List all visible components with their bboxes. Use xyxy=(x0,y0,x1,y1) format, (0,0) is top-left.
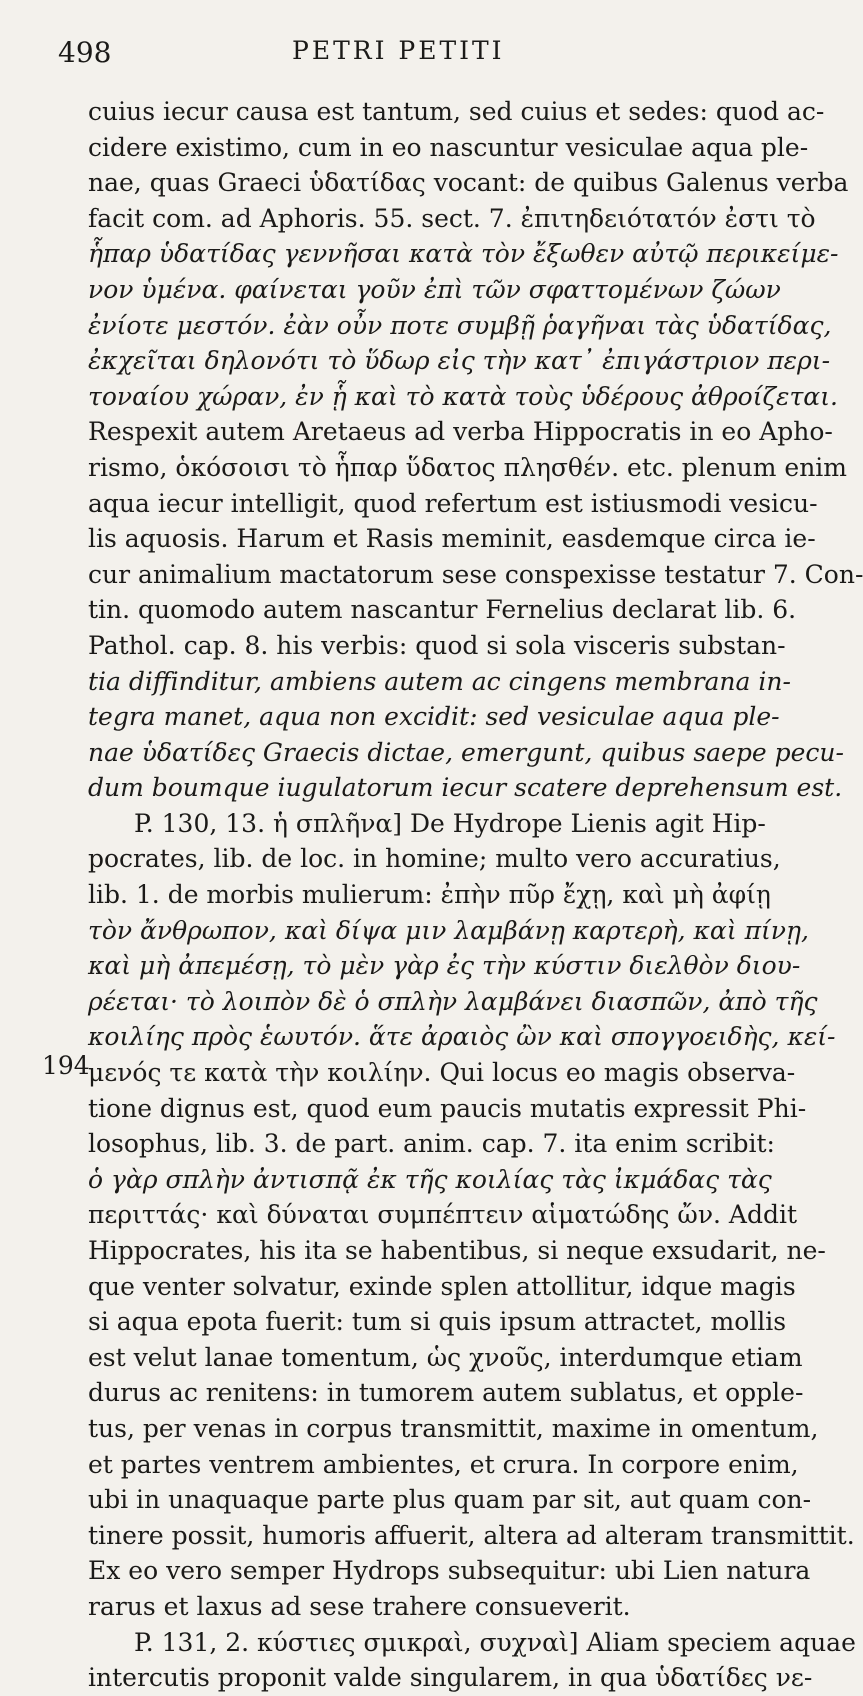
text-line: Ex eo vero semper Hydrops subsequitur: ubi Lien natura xyxy=(88,1556,811,1586)
margin-note: 194 xyxy=(42,1051,90,1080)
text-line: τὸν ἄνθρωπον, καὶ δίψα μιν λαμβάνῃ καρτερὴ, καὶ πίνῃ, xyxy=(88,915,809,945)
text-line: ἧπαρ ὑδατίδας γεννῆσαι κατὰ τὸν ἔξωθεν αὐτῷ περικείμε- xyxy=(88,239,839,269)
text-line: dum boumque iugulatorum iecur scatere deprehensum est. xyxy=(88,773,843,803)
body-text xyxy=(88,94,863,1696)
text-line: καὶ μὴ ἀπεμέσῃ, τὸ μὲν γὰρ ἐς τὴν κύστιν διελθὸν διου- xyxy=(88,951,801,981)
text-line: ὁ γὰρ σπλὴν ἀντισπᾷ ἐκ τῆς κοιλίας τὰς ἰκμάδας τὰς xyxy=(88,1164,772,1194)
text-line: tinere possit, humoris affuerit, altera ad alteram transmittit. xyxy=(88,1520,855,1550)
text-line: Respexit autem Aretaeus ad verba Hippocratis in eo Apho- xyxy=(88,417,833,447)
text-line: μενός τε κατὰ τὴν κοιλίην. Qui locus eo magis observa- xyxy=(88,1058,796,1088)
text-line: aqua iecur intelligit, quod refertum est istiusmodi vesicu- xyxy=(88,488,818,518)
text-line: tegra manet, aqua non excidit: sed vesiculae aqua ple- xyxy=(88,702,780,732)
text-line: intercutis proponit valde singularem, in qua ὑδατίδες νε- xyxy=(88,1663,813,1693)
text-line: ἐνίοτε μεστόν. ἐὰν οὖν ποτε συμβῇ ῥαγῆναι τὰς ὑδατίδας, xyxy=(88,310,832,340)
text-line: P. 131, 2. κύστιες σμικραὶ, συχναὶ] Aliam speciem aquae xyxy=(134,1627,856,1657)
text-line: τοναίου χώραν, ἐν ᾗ καὶ τὸ κατὰ τοὺς ὑδέρους ἀθροίζεται. xyxy=(88,381,838,411)
text-line: περιττάς· καὶ δύναται συμπέπτειν αἱματώδης ὤν. Addit xyxy=(88,1200,798,1230)
text-line: durus ac renitens: in tumorem autem sublatus, et opple- xyxy=(88,1378,804,1408)
text-line: cidere existimo, cum in eo nascuntur vesiculae aqua ple- xyxy=(88,132,809,162)
text-line: κοιλίης πρὸς ἑωυτόν. ἅτε ἀραιὸς ὢν καὶ σπογγοειδὴς, κεί- xyxy=(88,1022,836,1052)
text-line: ubi in unaquaque parte plus quam par sit, aut quam con- xyxy=(88,1485,812,1515)
text-line: tin. quomodo autem nascantur Fernelius declarat lib. 6. xyxy=(88,595,797,625)
text-line: νον ὑμένα. φαίνεται γοῦν ἐπὶ τῶν σφαττομένων ζώων xyxy=(88,274,781,304)
text-line: est velut lanae tomentum, ὡς χνοῦς, interdumque etiam xyxy=(88,1342,803,1372)
text-line: cur animalium mactatorum sese conspexisse testatur 7. Con- xyxy=(88,559,863,589)
text-line: nae ὑδατίδες Graecis dictae, emergunt, quibus saepe pecu- xyxy=(88,737,844,767)
page-header xyxy=(0,28,800,78)
text-line: P. 130, 13. ἡ σπλῆνα] De Hydrope Lienis agit Hip- xyxy=(134,808,766,838)
text-line: tus, per venas in corpus transmittit, maxime in omentum, xyxy=(88,1413,819,1443)
text-line: si aqua epota fuerit: tum si quis ipsum attractet, mollis xyxy=(88,1307,787,1337)
text-line: tione dignus est, quod eum paucis mutatis expressit Phi- xyxy=(88,1093,807,1123)
text-line: facit com. ad Aphoris. 55. sect. 7. ἐπιτηδειότατόν ἐστι τὸ xyxy=(88,203,816,233)
text-line: lis aquosis. Harum et Rasis meminit, easdemque circa ie- xyxy=(88,524,816,554)
text-line: cuius iecur causa est tantum, sed cuius et sedes: quod ac- xyxy=(88,97,825,126)
running-title: PETRI PETITI xyxy=(292,36,505,65)
text-line: et partes ventrem ambientes, et crura. In corpore enim, xyxy=(88,1449,799,1479)
text-line: rarus et laxus ad sese trahere consueverit. xyxy=(88,1591,631,1621)
text-line: que venter solvatur, exinde splen attollitur, idque magis xyxy=(88,1271,796,1301)
text-line: Pathol. cap. 8. his verbis: quod si sola visceris substan- xyxy=(88,630,786,660)
text-line: ρέεται· τὸ λοιπὸν δὲ ὁ σπλὴν λαμβάνει διασπῶν, ἀπὸ τῆς xyxy=(88,986,818,1016)
text-line: losophus, lib. 3. de part. anim. cap. 7. ita enim scribit: xyxy=(88,1129,775,1159)
text-line: rismo, ὁκόσοισι τὸ ἧπαρ ὕδατος πλησθέν. etc. plenum enim xyxy=(88,452,848,482)
text-line: pocrates, lib. de loc. in homine; multo vero accuratius, xyxy=(88,844,781,874)
text-line: nae, quas Graeci ὑδατίδας vocant: de quibus Galenus verba xyxy=(88,168,849,198)
text-line: ἐκχεῖται δηλονότι τὸ ὕδωρ εἰς τὴν κατ᾽ ἐπιγάστριον περι- xyxy=(88,346,831,376)
text-line: Hippocrates, his ita se habentibus, si neque exsudarit, ne- xyxy=(88,1236,826,1265)
text-line: tia diffinditur, ambiens autem ac cingens membrana in- xyxy=(88,666,791,696)
text-line: lib. 1. de morbis mulierum: ἐπὴν πῦρ ἔχῃ, καὶ μὴ ἀφίῃ xyxy=(88,880,771,910)
page-number: 498 xyxy=(58,36,112,69)
